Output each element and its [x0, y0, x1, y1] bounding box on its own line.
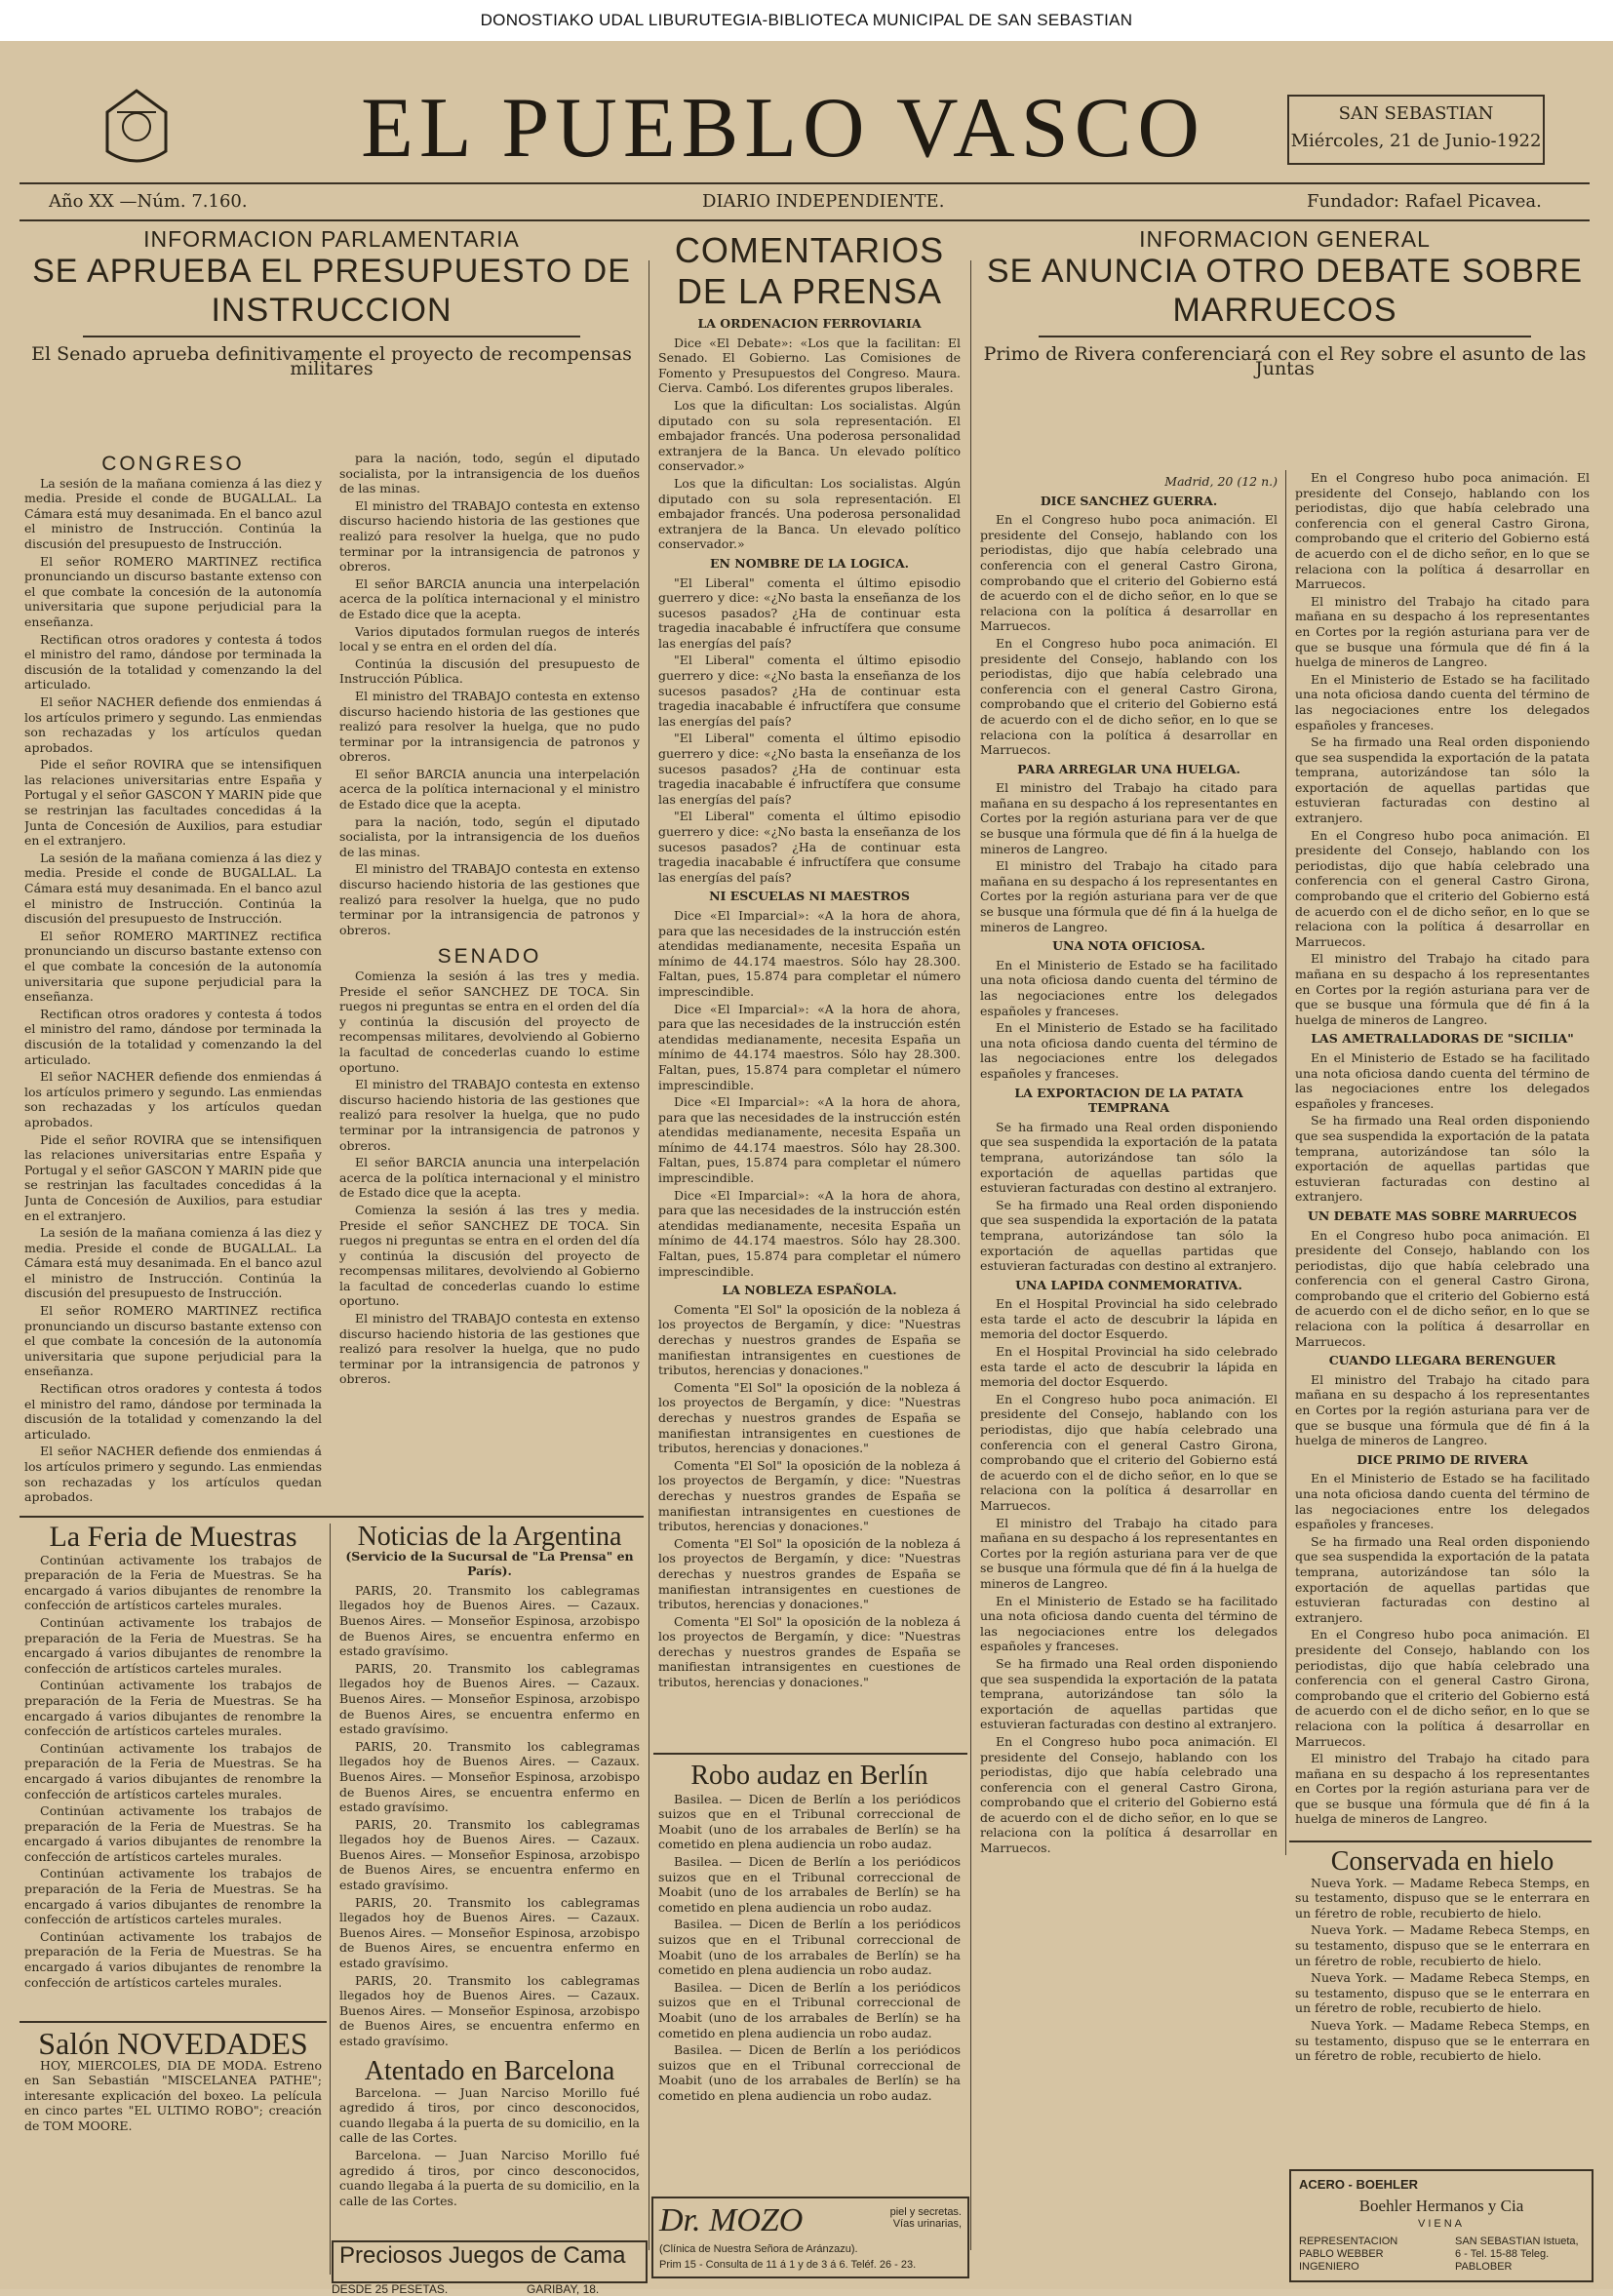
article-paragraph: PARIS, 20. Transmito los cablegramas llegados hoy de Buenos Aires. — Cazaux. Buenos Aires. — Monseñor Espinosa, arzobispo de Buenos Aires, se encuentra enfermo en estado gravísimo.	[339, 1660, 640, 1737]
bedding-ad-price: DESDE 25 PESETAS.	[332, 2282, 449, 2296]
article-subtitle: LA EXPORTACION DE LA PATATA TEMPRANA	[1014, 1085, 1243, 1116]
article-paragraph: PARIS, 20. Transmito los cablegramas llegados hoy de Buenos Aires. — Cazaux. Buenos Aires. — Monseñor Espinosa, arzobispo de Buenos Aires, se encuentra enfermo en estado gravísimo.	[339, 1894, 640, 1971]
article-paragraph: Continúan activamente los trabajos de preparación de la Feria de Muestras. Se ha encargado á varios dibujantes de renombre la confección de artísticos carteles murales.	[24, 1614, 322, 1676]
boehler-ad-name: Boehler Hermanos y Cia	[1358, 2197, 1524, 2215]
article-paragraph: El ministro del TRABAJO contesta en extenso discurso haciendo historia de las gestiones que realizó para resolver la huelga, que no pudo terminar por la intransigencia de patronos y obreros.	[339, 1077, 640, 1153]
feria-title: La Feria de Muestras	[49, 1524, 297, 1553]
article-paragraph: Barcelona. — Juan Narciso Morillo fué agredido á tiros, por cinco desconocidos, cuando llegaba á la puerta de su domicilio, en la calle de las Cortes.	[339, 2084, 640, 2146]
article-paragraph: Continúan activamente los trabajos de preparación de la Feria de Muestras. Se ha encargado á varios dibujantes de renombre la confección de artísticos carteles murales.	[24, 1928, 322, 1990]
section-title: INFORMACION GENERAL	[1139, 226, 1431, 252]
article-paragraph: El ministro del TRABAJO contesta en extenso discurso haciendo historia de las gestiones que realizó para resolver la huelga, que no pudo terminar por la intransigencia de patronos y obreros.	[339, 497, 640, 574]
article-paragraph: El señor NACHER defiende dos enmiendas á los artículos primero y segundo. Las enmiendas son rechazadas y los artículos quedan aprobados.	[24, 1444, 322, 1504]
article-paragraph: El ministro del Trabajo ha citado para mañana en su despacho á los representantes en Cortes por la región asturiana para ver de que se busque una fórmula que dé fin á la huelga de mineros de Langreo.	[1295, 1371, 1590, 1448]
argentina-source: (Servicio de la Sucursal de "La Prensa" en París).	[345, 1548, 634, 1579]
boehler-ad-rep: REPRESENTACION PABLO WEBBER INGENIERO	[1299, 2236, 1398, 2273]
article-paragraph: Comenta "El Sol" la oposición de la nobleza á los proyectos de Bergamín, y dice: "Nuestras derechas y nuestros grandes de España se manifiestan intransigentes en cuestiones de tributos, herencias y donaciones."	[658, 1535, 961, 1612]
date-box	[1287, 95, 1545, 165]
article-paragraph: Comenta "El Sol" la oposición de la nobleza á los proyectos de Bergamín, y dice: "Nuestras derechas y nuestros grandes de España se manifiestan intransigentes en cuestiones de tributos, herencias y donaciones."	[658, 1613, 961, 1690]
section-title: INFORMACION PARLAMENTARIA	[143, 226, 520, 252]
article-subtitle: NI ESCUELAS NI MAESTROS	[709, 889, 910, 904]
issue-number: Año XX —Núm. 7.160.	[49, 191, 248, 212]
article-paragraph: En el Congreso hubo poca animación. El presidente del Consejo, hablando con los periodistas, dijo que había celebrado una conferencia con el general Castro Girona, comprobando que el criterio del Gobierno está de acuerdo con el de dicho señor, en lo que se relaciona con la política á desarrollar en Marruecos.	[980, 512, 1278, 634]
argentina-article	[339, 1524, 640, 2050]
article-paragraph: El ministro del TRABAJO contesta en extenso discurso haciendo historia de las gestiones que realizó para resolver la huelga, que no pudo terminar por la intransigencia de patronos y obreros.	[339, 861, 640, 937]
article-paragraph: Comienza la sesión á las tres y media. Preside el señor SANCHEZ DE TOCA. Sin ruegos ni preguntas se entra en el orden del día y continúa la discusión del proyecto de recompensas militares, devolviendo al Gobierno la facultad de concederlas cuando lo estime oportuno.	[339, 1202, 640, 1309]
article-paragraph: Continúa la discusión del presupuesto de Instrucción Pública.	[339, 655, 640, 687]
article-paragraph: Comienza la sesión á las tres y media. Preside el señor SANCHEZ DE TOCA. Sin ruegos ni preguntas se entra en el orden del día y continúa la discusión del proyecto de recompensas militares, devolviendo al Gobierno la facultad de concederlas cuando lo estime oportuno.	[339, 969, 640, 1075]
article-paragraph: PARIS, 20. Transmito los cablegramas llegados hoy de Buenos Aires. — Cazaux. Buenos Aires. — Monseñor Espinosa, arzobispo de Buenos Aires, se encuentra enfermo en estado gravísimo.	[339, 1972, 640, 2048]
general-info-column-2	[1295, 470, 1590, 1836]
article-paragraph: Continúan activamente los trabajos de preparación de la Feria de Muestras. Se ha encargado á varios dibujantes de renombre la confección de artísticos carteles murales.	[24, 1866, 322, 1927]
divider	[83, 336, 580, 337]
argentina-title: Noticias de la Argentina	[357, 1524, 622, 1552]
bedding-ad-title: Preciosos Juegos de Cama	[339, 2242, 626, 2269]
column-rule	[1285, 470, 1286, 1855]
article-paragraph: Basilea. — Dicen de Berlín a los periódicos suizos que en el Tribunal correccional de Moabit (uno de los arrabales de Berlín) se ha cometido en plena audiencia un robo audaz.	[658, 1979, 961, 2040]
doctor-ad	[651, 2197, 969, 2278]
general-info-header	[980, 226, 1590, 460]
article-paragraph: Basilea. — Dicen de Berlín a los periódicos suizos que en el Tribunal correccional de Moabit (uno de los arrabales de Berlín) se ha cometido en plena audiencia un robo audaz.	[658, 1917, 961, 1978]
article-paragraph: Se ha firmado una Real orden disponiendo que sea suspendida la exportación de la patata temprana, autorizándose tan sólo la exportación de aquellas partidas que estuvieran facturadas con destino al extranjero.	[980, 1655, 1278, 1732]
article-paragraph: para la nación, todo, según el diputado socialista, por la intransigencia de los dueños de las minas.	[339, 813, 640, 859]
article-paragraph: Los que la dificultan: Los socialistas. Algún diputado con su sola representación. El embajador francés. Una poderosa personalidad extranjera de la Banca. Un elevado político conservador.»	[658, 397, 961, 474]
article-paragraph: Los que la dificultan: Los socialistas. Algún diputado con su sola representación. El embajador francés. Una poderosa personalidad extranjera de la Banca. Un elevado político conservador.»	[658, 475, 961, 552]
boehler-ad-city: VIENA	[1417, 2218, 1465, 2230]
newspaper-title: EL PUEBLO VASCO	[361, 81, 1205, 176]
article-paragraph: En el Ministerio de Estado se ha facilitado una nota oficiosa dando cuenta del término de las negociaciones entre los delegados españoles y franceses.	[980, 1020, 1278, 1081]
senado-title: SENADO	[437, 945, 542, 969]
issue-date: Miércoles, 21 de Junio-1922	[1290, 131, 1542, 151]
article-paragraph: Se ha firmado una Real orden disponiendo que sea suspendida la exportación de la patata temprana, autorizándose tan sólo la exportación de aquellas partidas que estuvieran facturadas con destino al extranjero.	[980, 1197, 1278, 1274]
article-subtitle: UNA LAPIDA CONMEMORATIVA.	[1015, 1277, 1242, 1292]
tagline: DIARIO INDEPENDIENTE.	[702, 191, 945, 212]
atentado-article	[339, 2060, 640, 2226]
article-paragraph: Se ha firmado una Real orden disponiendo que sea suspendida la exportación de la patata temprana, autorizándose tan sólo la exportación de aquellas partidas que estuvieran facturadas con destino al extranjero.	[1295, 1533, 1590, 1625]
article-paragraph: "El Liberal" comenta el último episodio guerrero y dice: «¿No basta la enseñanza de los sucesos pasados? ¿Ha de continuar esta tragedia inacabable é infructífera que consume las energías del país?	[658, 574, 961, 651]
article-paragraph: Pide el señor ROVIRA que se intensifiquen las relaciones universitarias entre España y Portugal y el señor GASCON Y MARIN pide que se restrinjan las facultades concedidas á la Junta de Concesión de Auxilios, para estudiar en el extranjero.	[24, 757, 322, 849]
article-paragraph: HOY, MIERCOLES, DIA DE MODA. Estreno en San Sebastián "MISCELANEA PATHE"; interesante explicación del boxeo. La película en cinco partes "EL ULTIMO ROBO"; creación de TOM MOORE.	[24, 2057, 322, 2133]
article-paragraph: Continúan activamente los trabajos de preparación de la Feria de Muestras. Se ha encargado á varios dibujantes de renombre la confección de artísticos carteles murales.	[24, 1803, 322, 1864]
article-paragraph: Dice «El Imparcial»: «A la hora de ahora, para que las necesidades de la instrucción estén atendidas medianamente, necesita España un mínimo de 44.174 maestros. Sólo hay 28.300. Faltan, pues, 15.874 para completar el número imprescindible.	[658, 907, 961, 999]
article-paragraph: El ministro del Trabajo ha citado para mañana en su despacho á los representantes en Cortes por la región asturiana para ver de que se busque una fórmula que dé fin á la huelga de mineros de Langreo.	[980, 1515, 1278, 1591]
press-comments-column	[658, 226, 961, 1748]
doctor-ad-title: Dr. MOZO	[659, 2202, 804, 2238]
article-paragraph: para la nación, todo, según el diputado socialista, por la intransigencia de los dueños de las minas.	[339, 451, 640, 496]
article-paragraph: El señor NACHER defiende dos enmiendas á los artículos primero y segundo. Las enmiendas son rechazadas y los artículos quedan aprobados.	[24, 693, 322, 755]
salon-novedades-ad	[24, 2031, 322, 2265]
article-subtitle: LAS AMETRALLADORAS DE "SICILIA"	[1311, 1031, 1574, 1047]
article-paragraph: En el Congreso hubo poca animación. El presidente del Consejo, hablando con los periodistas, dijo que había celebrado una conferencia con el general Castro Girona, comprobando que el criterio del Gobierno está de acuerdo con el de dicho señor, en lo que se relaciona con la política á desarrollar en Marruecos.	[1295, 1627, 1590, 1749]
article-paragraph: Nueva York. — Madame Rebeca Stemps, en su testamento, dispuso que se le enterrara en un féretro de roble, recubierto de hielo.	[1295, 2017, 1590, 2064]
article-paragraph: En el Ministerio de Estado se ha facilitado una nota oficiosa dando cuenta del término de las negociaciones entre los delegados españoles y franceses.	[1295, 1049, 1590, 1111]
article-paragraph: Rectifican otros oradores y contesta á todos el ministro del ramo, dándose por terminada la discusión de la totalidad y comenzando la del articulado.	[24, 631, 322, 693]
divider	[1039, 336, 1531, 337]
article-paragraph: El ministro del TRABAJO contesta en extenso discurso haciendo historia de las gestiones que realizó para resolver la huelga, que no pudo terminar por la intransigencia de patronos y obreros.	[339, 1311, 640, 1387]
article-paragraph: El señor ROMERO MARTINEZ rectifica pronunciando un discurso bastante extenso con el que combate la concesión de la autonomía universitaria que supone perjudicial para la enseñanza.	[24, 553, 322, 629]
article-paragraph: Continúan activamente los trabajos de preparación de la Feria de Muestras. Se ha encargado á varios dibujantes de renombre la confección de artísticos carteles murales.	[24, 1552, 322, 1613]
article-paragraph: En el Ministerio de Estado se ha facilitado una nota oficiosa dando cuenta del término de las negociaciones entre los delegados españoles y franceses.	[1295, 1471, 1590, 1532]
congreso-column	[24, 451, 322, 1504]
article-paragraph: En el Congreso hubo poca animación. El presidente del Consejo, hablando con los periodistas, dijo que había celebrado una conferencia con el general Castro Girona, comprobando que el criterio del Gobierno está de acuerdo con el de dicho señor, en lo que se relaciona con la política á desarrollar en Marruecos.	[1295, 470, 1590, 592]
article-paragraph: El señor BARCIA anuncia una interpelación acerca de la política internacional y el ministro de Estado dice que la acepta.	[339, 1155, 640, 1201]
article-paragraph: Comenta "El Sol" la oposición de la nobleza á los proyectos de Bergamín, y dice: "Nuestras derechas y nuestros grandes de España se manifiestan intransigentes en cuestiones de tributos, herencias y donaciones."	[658, 1457, 961, 1534]
founder: Fundador: Rafael Picavea.	[1307, 191, 1542, 212]
article-paragraph: Varios diputados formulan ruegos de interés local y se entra en el orden del día.	[339, 623, 640, 654]
article-paragraph: Se ha firmado una Real orden disponiendo que sea suspendida la exportación de la patata temprana, autorizándose tan sólo la exportación de aquellas partidas que estuvieran facturadas con destino al extranjero.	[1295, 1113, 1590, 1205]
article-paragraph: Comenta "El Sol" la oposición de la nobleza á los proyectos de Bergamín, y dice: "Nuestras derechas y nuestros grandes de España se manifiestan intransigentes en cuestiones de tributos, herencias y donaciones."	[658, 1379, 961, 1456]
article-paragraph: El ministro del Trabajo ha citado para mañana en su despacho á los representantes en Cortes por la región asturiana para ver de que se busque una fórmula que dé fin á la huelga de mineros de Langreo.	[980, 780, 1278, 856]
doctor-ad-hours: Prim 15 - Consulta de 11 á 1 y de 3 á 6. Teléf. 26 - 23.	[659, 2259, 917, 2271]
article-paragraph: Se ha firmado una Real orden disponiendo que sea suspendida la exportación de la patata temprana, autorizándose tan sólo la exportación de aquellas partidas que estuvieran facturadas con destino al extranjero.	[980, 1119, 1278, 1196]
boehler-ad	[1289, 2169, 1593, 2282]
conservada-article	[1295, 1850, 1590, 2162]
article-subtitle: PARA ARREGLAR UNA HUELGA.	[1017, 761, 1240, 776]
article-paragraph: En el Congreso hubo poca animación. El presidente del Consejo, hablando con los periodistas, dijo que había celebrado una conferencia con el general Castro Girona, comprobando que el criterio del Gobierno está de acuerdo con el de dicho señor, en lo que se relaciona con la política á desarrollar en Marruecos.	[1295, 827, 1590, 949]
article-paragraph: Se ha firmado una Real orden disponiendo que sea suspendida la exportación de la patata temprana, autorizándose tan sólo la exportación de aquellas partidas que estuvieran facturadas con destino al extranjero.	[1295, 734, 1590, 826]
article-paragraph: Dice «El Imparcial»: «A la hora de ahora, para que las necesidades de la instrucción estén atendidas medianamente, necesita España un mínimo de 44.174 maestros. Sólo hay 28.300. Faltan, pues, 15.874 para completar el número imprescindible.	[658, 1001, 961, 1092]
congreso-title: CONGRESO	[101, 453, 245, 475]
article-paragraph: Basilea. — Dicen de Berlín a los periódicos suizos que en el Tribunal correccional de Moabit (uno de los arrabales de Berlín) se ha cometido en plena audiencia un robo audaz.	[658, 1853, 961, 1915]
article-paragraph: El ministro del Trabajo ha citado para mañana en su despacho á los representantes en Cortes por la región asturiana para ver de que se busque una fórmula que dé fin á la huelga de mineros de Langreo.	[1295, 951, 1590, 1027]
general-info-column-1	[980, 470, 1278, 1855]
article-paragraph: El señor NACHER defiende dos enmiendas á los artículos primero y segundo. Las enmiendas son rechazadas y los artículos quedan aprobados.	[24, 1069, 322, 1129]
section-divider	[1289, 1841, 1592, 1842]
article-subtitle: UNA NOTA OFICIOSA.	[1052, 938, 1205, 954]
article-paragraph: El ministro del TRABAJO contesta en extenso discurso haciendo historia de las gestiones que realizó para resolver la huelga, que no pudo terminar por la intransigencia de patronos y obreros.	[339, 688, 640, 765]
article-paragraph: PARIS, 20. Transmito los cablegramas llegados hoy de Buenos Aires. — Cazaux. Buenos Aires. — Monseñor Espinosa, arzobispo de Buenos Aires, se encuentra enfermo en estado gravísimo.	[339, 1738, 640, 1815]
article-paragraph: Rectifican otros oradores y contesta á todos el ministro del ramo, dándose por terminada la discusión de la totalidad y comenzando la del articulado.	[24, 1381, 322, 1442]
boehler-ad-top: ACERO - BOEHLER	[1299, 2177, 1419, 2192]
article-paragraph: Nueva York. — Madame Rebeca Stemps, en su testamento, dispuso que se le enterrara en un féretro de roble, recubierto de hielo.	[1295, 1875, 1590, 1920]
library-attribution: DONOSTIAKO UDAL LIBURUTEGIA-BIBLIOTECA MUNICIPAL DE SAN SEBASTIAN	[0, 0, 1613, 41]
article-paragraph: Nueva York. — Madame Rebeca Stemps, en su testamento, dispuso que se le enterrara en un féretro de roble, recubierto de hielo.	[1295, 1922, 1590, 1968]
dateline: Madrid, 20 (12 n.)	[1164, 474, 1278, 489]
article-paragraph: Rectifican otros oradores y contesta á todos el ministro del ramo, dándose por terminada la discusión de la totalidad y comenzando la del articulado.	[24, 1006, 322, 1067]
city-crest-icon	[98, 83, 176, 171]
congreso-column-2	[339, 451, 640, 1504]
article-paragraph: En el Ministerio de Estado se ha facilitado una nota oficiosa dando cuenta del término de las negociaciones entre los delegados españoles y franceses.	[980, 1593, 1278, 1654]
article-paragraph: El señor BARCIA anuncia una interpelación acerca de la política internacional y el ministro de Estado dice que la acepta.	[339, 766, 640, 812]
bedding-ad	[332, 2240, 648, 2283]
article-paragraph: En el Ministerio de Estado se ha facilitado una nota oficiosa dando cuenta del término de las negociaciones entre los delegados españoles y franceses.	[1295, 671, 1590, 732]
column-rule	[330, 1524, 331, 2275]
article-paragraph: En el Congreso hubo poca animación. El presidente del Consejo, hablando con los periodistas, dijo que había celebrado una conferencia con el general Castro Girona, comprobando que el criterio del Gobierno está de acuerdo con el de dicho señor, en lo que se relaciona con la política á desarrollar en Marruecos.	[1295, 1227, 1590, 1349]
boehler-ad-address: SAN SEBASTIAN Istueta, 6 - Tel. 15-88 Teleg. PABLOBER	[1455, 2236, 1579, 2273]
doctor-ad-specialty: piel y secretas. Vías urinarias,	[889, 2206, 962, 2230]
headline: SE ANUNCIA OTRO DEBATE SOBRE MARRUECOS	[986, 252, 1584, 329]
article-subtitle: LA NOBLEZA ESPAÑOLA.	[722, 1283, 897, 1298]
article-paragraph: Comenta "El Sol" la oposición de la nobleza á los proyectos de Bergamín, y dice: "Nuestras derechas y nuestros grandes de España se manifiestan intransigentes en cuestiones de tributos, herencias y donaciones."	[658, 1301, 961, 1378]
article-subtitle: UN DEBATE MAS SOBRE MARRUECOS	[1307, 1207, 1578, 1223]
article-paragraph: Continúan activamente los trabajos de preparación de la Feria de Muestras. Se ha encargado á varios dibujantes de renombre la confección de artísticos carteles murales.	[24, 1678, 322, 1739]
article-paragraph: La sesión de la mañana comienza á las diez y media. Preside el conde de BUGALLAL. La Cámara está muy desanimada. En el banco azul el ministro de Instrucción. Continúa la discusión del presupuesto de Instrucción.	[24, 1225, 322, 1301]
article-paragraph: En el Ministerio de Estado se ha facilitado una nota oficiosa dando cuenta del término de las negociaciones entre los delegados españoles y franceses.	[980, 957, 1278, 1018]
conservada-title: Conservada en hielo	[1330, 1850, 1554, 1877]
headline: SE APRUEBA EL PRESUPUESTO DE INSTRUCCION	[32, 252, 631, 329]
article-paragraph: Basilea. — Dicen de Berlín a los periódicos suizos que en el Tribunal correccional de Moabit (uno de los arrabales de Berlín) se ha cometido en plena audiencia un robo audaz.	[658, 2042, 961, 2103]
issue-bar	[20, 182, 1590, 221]
article-paragraph: El ministro del Trabajo ha citado para mañana en su despacho á los representantes en Cortes por la región asturiana para ver de que se busque una fórmula que dé fin á la huelga de mineros de Langreo.	[1295, 593, 1590, 670]
robo-title: Robo audaz en Berlín	[690, 1762, 928, 1791]
article-paragraph: En el Congreso hubo poca animación. El presidente del Consejo, hablando con los periodistas, dijo que había celebrado una conferencia con el general Castro Girona, comprobando que el criterio del Gobierno está de acuerdo con el de dicho señor, en lo que se relaciona con la política á desarrollar en Marruecos.	[980, 1391, 1278, 1513]
article-paragraph: En el Hospital Provincial ha sido celebrado esta tarde el acto de descubrir la lápida en memoria del doctor Esquerdo.	[980, 1296, 1278, 1342]
article-paragraph: El señor BARCIA anuncia una interpelación acerca de la política internacional y el ministro de Estado dice que la acepta.	[339, 575, 640, 621]
press-headline: COMENTARIOS DE LA PRENSA	[674, 230, 945, 311]
atentado-title: Atentado en Barcelona	[364, 2060, 615, 2086]
article-paragraph: Basilea. — Dicen de Berlín a los periódicos suizos que en el Tribunal correccional de Moabit (uno de los arrabales de Berlín) se ha cometido en plena audiencia un robo audaz.	[658, 1791, 961, 1852]
article-subtitle: CUANDO LLEGARA BERENGUER	[1328, 1353, 1556, 1368]
subheadline: El Senado aprueba definitivamente el proyecto de recompensas militares	[31, 342, 632, 380]
robo-article	[658, 1762, 961, 2192]
article-paragraph: "El Liberal" comenta el último episodio guerrero y dice: «¿No basta la enseñanza de los sucesos pasados? ¿Ha de continuar esta tragedia inacabable é infructífera que consume las energías del país?	[658, 653, 961, 729]
article-subtitle: EN NOMBRE DE LA LOGICA.	[709, 555, 910, 571]
section-divider	[20, 2021, 327, 2023]
article-paragraph: La sesión de la mañana comienza á las diez y media. Preside el conde de BUGALLAL. La Cámara está muy desanimada. En el banco azul el ministro de Instrucción. Continúa la discusión del presupuesto de Instrucción.	[24, 850, 322, 927]
doctor-ad-clinic: (Clínica de Nuestra Señora de Aránzazu).	[659, 2243, 858, 2255]
article-paragraph: El señor ROMERO MARTINEZ rectifica pronunciando un discurso bastante extenso con el que combate la concesión de la autonomía universitaria que supone perjudicial para la enseñanza.	[24, 1303, 322, 1379]
article-paragraph: PARIS, 20. Transmito los cablegramas llegados hoy de Buenos Aires. — Cazaux. Buenos Aires. — Monseñor Espinosa, arzobispo de Buenos Aires, se encuentra enfermo en estado gravísimo.	[339, 1816, 640, 1893]
article-paragraph: En el Congreso hubo poca animación. El presidente del Consejo, hablando con los periodistas, dijo que había celebrado una conferencia con el general Castro Girona, comprobando que el criterio del Gobierno está de acuerdo con el de dicho señor, en lo que se relaciona con la política á desarrollar en Marruecos.	[980, 635, 1278, 758]
article-subtitle: LA ORDENACION FERROVIARIA	[697, 316, 922, 331]
article-subtitle: DICE SANCHEZ GUERRA.	[1040, 493, 1218, 508]
article-paragraph: El ministro del Trabajo ha citado para mañana en su despacho á los representantes en Cortes por la región asturiana para ver de que se busque una fórmula que dé fin á la huelga de mineros de Langreo.	[1295, 1751, 1590, 1827]
newspaper-page	[0, 41, 1613, 2296]
column-rule	[970, 260, 971, 2250]
article-paragraph: Nueva York. — Madame Rebeca Stemps, en su testamento, dispuso que se le enterrara en un féretro de roble, recubierto de hielo.	[1295, 1970, 1590, 2016]
article-paragraph: Continúan activamente los trabajos de preparación de la Feria de Muestras. Se ha encargado á varios dibujantes de renombre la confección de artísticos carteles murales.	[24, 1740, 322, 1801]
subheadline: Primo de Rivera conferenciará con el Rey sobre el asunto de las Juntas	[983, 342, 1587, 380]
article-paragraph: Dice «El Imparcial»: «A la hora de ahora, para que las necesidades de la instrucción estén atendidas medianamente, necesita España un mínimo de 44.174 maestros. Sólo hay 28.300. Faltan, pues, 15.874 para completar el número imprescindible.	[658, 1187, 961, 1279]
salon-title: Salón NOVEDADES	[38, 2031, 308, 2061]
article-paragraph: Pide el señor ROVIRA que se intensifiquen las relaciones universitarias entre España y Portugal y el señor GASCON Y MARIN pide que se restrinjan las facultades concedidas á la Junta de Concesión de Auxilios, para estudiar en el extranjero.	[24, 1131, 322, 1223]
section-divider	[20, 1516, 644, 1518]
article-paragraph: El ministro del Trabajo ha citado para mañana en su despacho á los representantes en Cortes por la región asturiana para ver de que se busque una fórmula que dé fin á la huelga de mineros de Langreo.	[980, 858, 1278, 934]
article-paragraph: Barcelona. — Juan Narciso Morillo fué agredido á tiros, por cinco desconocidos, cuando llegaba á la puerta de su domicilio, en la calle de las Cortes.	[339, 2147, 640, 2208]
city-label: SAN SEBASTIAN	[1338, 103, 1494, 124]
article-paragraph: En el Congreso hubo poca animación. El presidente del Consejo, hablando con los periodistas, dijo que había celebrado una conferencia con el general Castro Girona, comprobando que el criterio del Gobierno está de acuerdo con el de dicho señor, en lo que se relaciona con la política á desarrollar en Marruecos.	[980, 1733, 1278, 1855]
article-paragraph: En el Hospital Provincial ha sido celebrado esta tarde el acto de descubrir la lápida en memoria del doctor Esquerdo.	[980, 1344, 1278, 1390]
article-paragraph: "El Liberal" comenta el último episodio guerrero y dice: «¿No basta la enseñanza de los sucesos pasados? ¿Ha de continuar esta tragedia inacabable é infructífera que consume las energías del país?	[658, 731, 961, 807]
article-paragraph: "El Liberal" comenta el último episodio guerrero y dice: «¿No basta la enseñanza de los sucesos pasados? ¿Ha de continuar esta tragedia inacabable é infructífera que consume las energías del país?	[658, 809, 961, 885]
feria-article	[24, 1524, 322, 2011]
section-divider	[653, 1753, 967, 1755]
article-paragraph: Dice «El Debate»: «Los que la facilitan: El Senado. El Gobierno. Las Comisiones de Fomento y Presupuestos del Congreso. Maura. Cierva. Cambó. Los diferentes grupos liberales.	[658, 335, 961, 396]
article-paragraph: El señor ROMERO MARTINEZ rectifica pronunciando un discurso bastante extenso con el que combate la concesión de la autonomía universitaria que supone perjudicial para la enseñanza.	[24, 928, 322, 1005]
article-paragraph: PARIS, 20. Transmito los cablegramas llegados hoy de Buenos Aires. — Cazaux. Buenos Aires. — Monseñor Espinosa, arzobispo de Buenos Aires, se encuentra enfermo en estado gravísimo.	[339, 1582, 640, 1659]
article-paragraph: La sesión de la mañana comienza á las diez y media. Preside el conde de BUGALLAL. La Cámara está muy desanimada. En el banco azul el ministro de Instrucción. Continúa la discusión del presupuesto de Instrucción.	[24, 475, 322, 551]
article-subtitle: DICE PRIMO DE RIVERA	[1357, 1451, 1528, 1467]
article-paragraph: Dice «El Imparcial»: «A la hora de ahora, para que las necesidades de la instrucción estén atendidas medianamente, necesita España un mínimo de 44.174 maestros. Sólo hay 28.300. Faltan, pues, 15.874 para completar el número imprescindible.	[658, 1094, 961, 1186]
parliament-header	[24, 226, 639, 441]
bedding-ad-address: GARIBAY, 18.	[527, 2282, 600, 2296]
